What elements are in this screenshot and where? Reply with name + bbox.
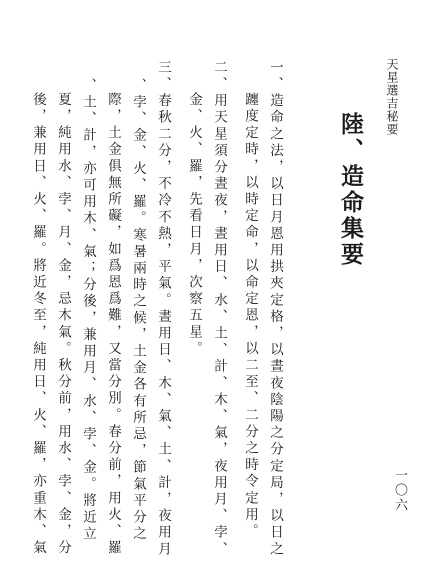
section-title: 陸、造命集要 — [337, 112, 364, 268]
text-line: 躔度定時，以時定命，以命定恩，以二至、二分之時令定用。 — [242, 92, 258, 541]
running-title: 天星選吉秘要 — [385, 58, 399, 136]
text-line: 一、造命之法，以日月恩用拱夾定格，以晝夜陰陽之分定局，以日之 — [267, 60, 283, 558]
text-line: 、孛、金、火、羅。寒暑兩時之候，土金各有所忌，節氣平分之 — [130, 78, 146, 543]
text-line: 三、春秋二分，不冷不熱，平氣。晝用日、木、氣、土、計，夜用月 — [155, 60, 171, 558]
page-number: 一〇六 — [392, 468, 407, 513]
text-line: 、土、計，亦可用木、氣；分後，兼用月、水、孛、金。將近立 — [80, 78, 96, 543]
text-line: 後，兼用日、火、羅。將近冬至，純用日、火、羅，亦重木、氣 — [30, 92, 46, 557]
text-line: 二、用天星須分晝夜，晝用日、水、土、計、木、氣，夜用月、孛、 — [211, 60, 227, 558]
text-line: 金、火、羅，先看日月，次察五星。 — [186, 92, 202, 358]
text-line: 際，土金俱無所礙，如爲恩爲難，又當分別。春分前，用火、羅 — [105, 92, 121, 557]
text-line: 夏，純用水、孛、月、金，忌木氣。秋分前，用水、孛、金，分 — [55, 92, 71, 557]
